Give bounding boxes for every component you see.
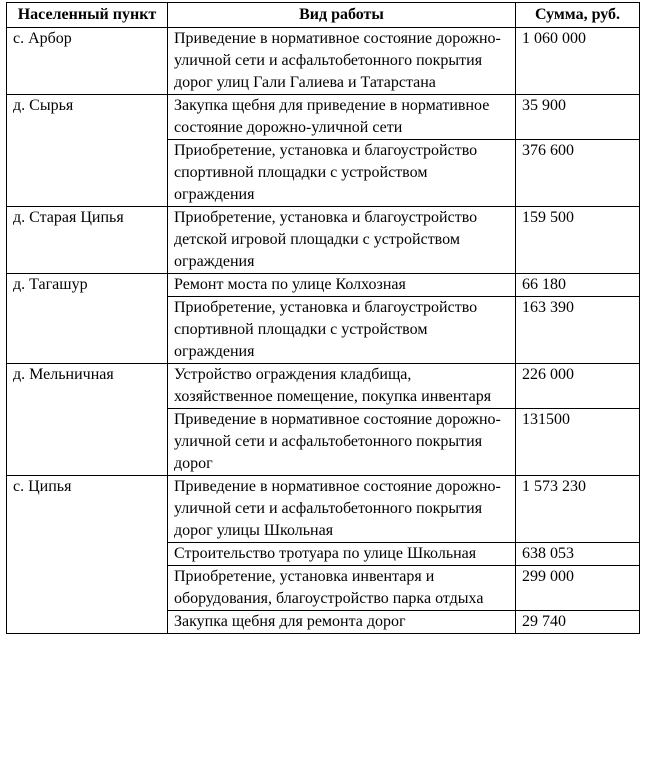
work-cell: Строительство тротуара по улице Школьная: [168, 543, 516, 566]
settlement-cell: с. Арбор: [7, 28, 168, 95]
header-settlement: Населенный пункт: [7, 3, 168, 28]
sum-cell: 299 000: [516, 566, 640, 611]
settlement-cell: с. Ципья: [7, 476, 168, 634]
table-row: [7, 95, 640, 140]
settlement-cell: д. Сырья: [7, 95, 168, 207]
settlement-cell: д. Тагашур: [7, 274, 168, 364]
work-cell: Приобретение, установка и благоустройство детской игровой площадки с устройством ограждения: [168, 207, 516, 274]
sum-cell: 66 180: [516, 274, 640, 297]
work-cell: Ремонт моста по улице Колхозная: [168, 274, 516, 297]
header-work: Вид работы: [168, 3, 516, 28]
work-cell: Закупка щебня для приведение в нормативное состояние дорожно-уличной сети: [168, 95, 516, 140]
table-row: [7, 364, 640, 409]
sum-cell: 376 600: [516, 140, 640, 207]
work-cell: Закупка щебня для ремонта дорог: [168, 611, 516, 634]
table-row: [7, 274, 640, 297]
sum-cell: 1 573 230: [516, 476, 640, 543]
sum-cell: 159 500: [516, 207, 640, 274]
sum-cell: 226 000: [516, 364, 640, 409]
works-table: [6, 2, 640, 634]
settlement-cell: д. Старая Ципья: [7, 207, 168, 274]
sum-cell: 131500: [516, 409, 640, 476]
work-cell: Приобретение, установка инвентаря и оборудования, благоустройство парка отдыха: [168, 566, 516, 611]
sum-cell: 163 390: [516, 297, 640, 364]
work-cell: Устройство ограждения кладбища, хозяйственное помещение, покупка инвентаря: [168, 364, 516, 409]
sum-cell: 35 900: [516, 95, 640, 140]
work-cell: Приобретение, установка и благоустройство спортивной площадки с устройством ограждения: [168, 140, 516, 207]
settlement-cell: д. Мельничная: [7, 364, 168, 476]
table-body: [7, 28, 640, 634]
work-cell: Приведение в нормативное состояние дорожно-уличной сети и асфальтобетонного покрытия дорог улиц Гали Галиева и Татарстана: [168, 28, 516, 95]
table-row: [7, 476, 640, 543]
header-row: [7, 3, 640, 28]
work-cell: Приобретение, установка и благоустройство спортивной площадки с устройством ограждения: [168, 297, 516, 364]
sum-cell: 638 053: [516, 543, 640, 566]
header-sum: Сумма, руб.: [516, 3, 640, 28]
table-row: [7, 207, 640, 274]
sum-cell: 29 740: [516, 611, 640, 634]
table-row: [7, 28, 640, 95]
sum-cell: 1 060 000: [516, 28, 640, 95]
work-cell: Приведение в нормативное состояние дорожно-уличной сети и асфальтобетонного покрытия дорог: [168, 409, 516, 476]
work-cell: Приведение в нормативное состояние дорожно-уличной сети и асфальтобетонного покрытия дорог улицы Школьная: [168, 476, 516, 543]
